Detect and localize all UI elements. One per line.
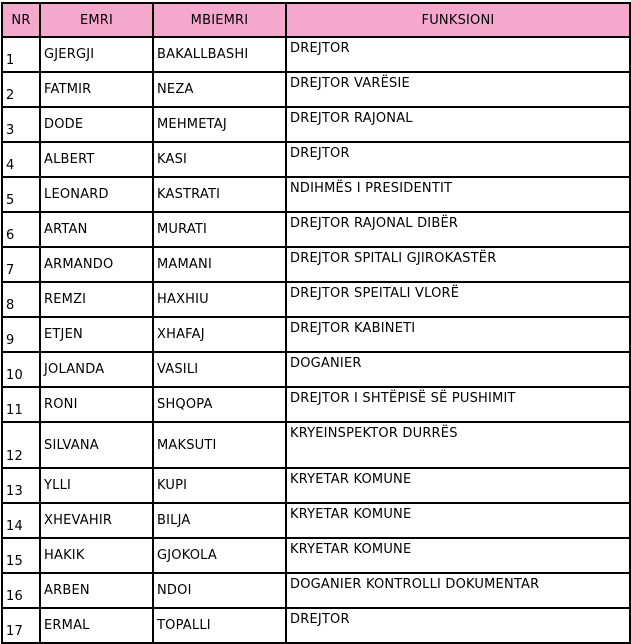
table-row: [2, 142, 630, 177]
cell-funksioni: DREJTOR SPITALI GJIROKASTËR: [286, 247, 630, 282]
cell-nr: 7: [2, 247, 40, 282]
table-row: [2, 468, 630, 503]
cell-funksioni: DREJTOR RAJONAL DIBËR: [286, 212, 630, 247]
cell-nr: 4: [2, 142, 40, 177]
cell-funksioni: NDIHMËS I PRESIDENTIT: [286, 177, 630, 212]
table-row: [2, 212, 630, 247]
cell-funksioni: DOGANIER: [286, 352, 630, 387]
header-mbiemri: MBIEMRI: [153, 3, 286, 37]
cell-nr: 12: [2, 422, 40, 468]
cell-funksioni: KRYETAR KOMUNE: [286, 468, 630, 503]
cell-emri: DODE: [40, 107, 153, 142]
cell-emri: LEONARD: [40, 177, 153, 212]
cell-mbiemri: BILJA: [153, 503, 286, 538]
officials-table: [1, 2, 631, 644]
table-row: [2, 387, 630, 422]
cell-emri: JOLANDA: [40, 352, 153, 387]
table-row: [2, 422, 630, 468]
cell-nr: 16: [2, 573, 40, 608]
cell-nr: 17: [2, 608, 40, 643]
cell-emri: FATMIR: [40, 72, 153, 107]
cell-emri: RONI: [40, 387, 153, 422]
cell-funksioni: KRYETAR KOMUNE: [286, 538, 630, 573]
table-row: [2, 247, 630, 282]
cell-nr: 1: [2, 37, 40, 72]
cell-emri: SILVANA: [40, 422, 153, 468]
table-body: [2, 37, 630, 643]
cell-mbiemri: GJOKOLA: [153, 538, 286, 573]
cell-funksioni: DREJTOR: [286, 37, 630, 72]
table-row: [2, 503, 630, 538]
cell-nr: 9: [2, 317, 40, 352]
cell-mbiemri: HAXHIU: [153, 282, 286, 317]
cell-mbiemri: MURATI: [153, 212, 286, 247]
table-row: [2, 37, 630, 72]
cell-mbiemri: NEZA: [153, 72, 286, 107]
table-header: [2, 3, 630, 37]
cell-funksioni: DOGANIER KONTROLLI DOKUMENTAR: [286, 573, 630, 608]
table-row: [2, 317, 630, 352]
cell-mbiemri: KASTRATI: [153, 177, 286, 212]
table-row: [2, 538, 630, 573]
cell-emri: GJERGJI: [40, 37, 153, 72]
header-row: [2, 3, 630, 37]
cell-emri: ERMAL: [40, 608, 153, 643]
cell-nr: 13: [2, 468, 40, 503]
cell-mbiemri: BAKALLBASHI: [153, 37, 286, 72]
cell-emri: HAKIK: [40, 538, 153, 573]
cell-funksioni: KRYETAR KOMUNE: [286, 503, 630, 538]
cell-mbiemri: SHQOPA: [153, 387, 286, 422]
table-row: [2, 573, 630, 608]
cell-funksioni: DREJTOR: [286, 142, 630, 177]
cell-emri: REMZI: [40, 282, 153, 317]
header-nr: NR: [2, 3, 40, 37]
cell-nr: 8: [2, 282, 40, 317]
table-row: [2, 177, 630, 212]
cell-mbiemri: KASI: [153, 142, 286, 177]
table-row: [2, 107, 630, 142]
header-emri: EMRI: [40, 3, 153, 37]
cell-funksioni: DREJTOR: [286, 608, 630, 643]
cell-mbiemri: TOPALLI: [153, 608, 286, 643]
table-row: [2, 72, 630, 107]
cell-funksioni: KRYEINSPEKTOR DURRËS: [286, 422, 630, 468]
cell-emri: ARTAN: [40, 212, 153, 247]
cell-mbiemri: NDOI: [153, 573, 286, 608]
cell-mbiemri: VASILI: [153, 352, 286, 387]
cell-nr: 10: [2, 352, 40, 387]
cell-mbiemri: MAMANI: [153, 247, 286, 282]
cell-funksioni: DREJTOR KABINETI: [286, 317, 630, 352]
cell-nr: 14: [2, 503, 40, 538]
header-funksioni: FUNKSIONI: [286, 3, 630, 37]
cell-mbiemri: MEHMETAJ: [153, 107, 286, 142]
cell-funksioni: DREJTOR RAJONAL: [286, 107, 630, 142]
cell-mbiemri: KUPI: [153, 468, 286, 503]
cell-emri: ETJEN: [40, 317, 153, 352]
cell-mbiemri: MAKSUTI: [153, 422, 286, 468]
cell-funksioni: DREJTOR VARËSIE: [286, 72, 630, 107]
table-row: [2, 282, 630, 317]
cell-nr: 2: [2, 72, 40, 107]
table-row: [2, 352, 630, 387]
cell-emri: YLLI: [40, 468, 153, 503]
cell-mbiemri: XHAFAJ: [153, 317, 286, 352]
cell-emri: ALBERT: [40, 142, 153, 177]
table-row: [2, 608, 630, 643]
cell-emri: ARBEN: [40, 573, 153, 608]
cell-funksioni: DREJTOR I SHTËPISË SË PUSHIMIT: [286, 387, 630, 422]
cell-funksioni: DREJTOR SPEITALI VLORË: [286, 282, 630, 317]
cell-emri: ARMANDO: [40, 247, 153, 282]
cell-nr: 11: [2, 387, 40, 422]
cell-nr: 15: [2, 538, 40, 573]
cell-nr: 5: [2, 177, 40, 212]
cell-nr: 3: [2, 107, 40, 142]
cell-emri: XHEVAHIR: [40, 503, 153, 538]
cell-nr: 6: [2, 212, 40, 247]
